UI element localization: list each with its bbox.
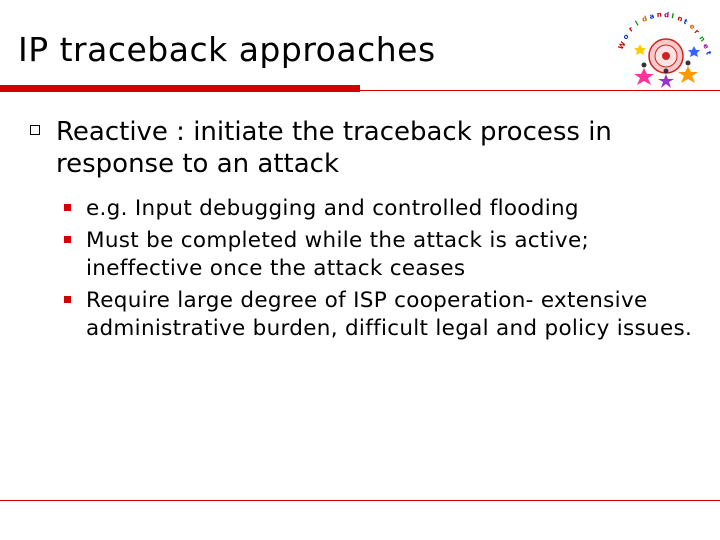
svg-text:t: t — [682, 17, 689, 27]
conference-seal-logo-icon — [614, 10, 714, 90]
svg-text:d: d — [640, 14, 649, 24]
sub-bullet-item — [64, 195, 704, 223]
sub-bullet-item — [64, 287, 704, 343]
svg-text:a: a — [648, 12, 656, 21]
sub-bullet-text: Require large degree of ISP cooperation- extensive administrative burden, difficult legal and policy issues. — [86, 288, 693, 341]
slide-title: IP traceback approaches — [18, 30, 436, 69]
svg-text:e: e — [687, 22, 697, 32]
sub-bullet-text: e.g. Input debugging and controlled flooding — [86, 196, 579, 221]
svg-text:r: r — [627, 25, 635, 34]
svg-text:t: t — [704, 50, 713, 56]
filled-square-bullet-icon — [64, 236, 71, 243]
footer-divider — [0, 500, 720, 501]
svg-text:d: d — [663, 11, 670, 20]
main-bullet — [30, 116, 690, 180]
svg-text:r: r — [692, 27, 701, 36]
hollow-square-bullet-icon — [30, 125, 40, 135]
main-bullet-text: Reactive : initiate the traceback process in response to an attack — [56, 117, 612, 179]
svg-text:n: n — [676, 14, 684, 24]
svg-text:I: I — [670, 12, 675, 21]
svg-text:W: W — [616, 40, 628, 51]
title-accent-bar — [0, 85, 360, 92]
sub-bullet-item — [64, 227, 704, 283]
svg-text:o: o — [621, 32, 631, 42]
sub-bullet-list — [64, 195, 704, 343]
sub-bullet-text: Must be completed while the attack is active; ineffective once the attack ceases — [86, 228, 590, 281]
filled-square-bullet-icon — [64, 296, 71, 303]
svg-text:l: l — [634, 19, 641, 28]
svg-text:n: n — [656, 10, 663, 19]
filled-square-bullet-icon — [64, 204, 71, 211]
svg-text:n: n — [697, 34, 707, 44]
svg-text:e: e — [701, 42, 711, 51]
